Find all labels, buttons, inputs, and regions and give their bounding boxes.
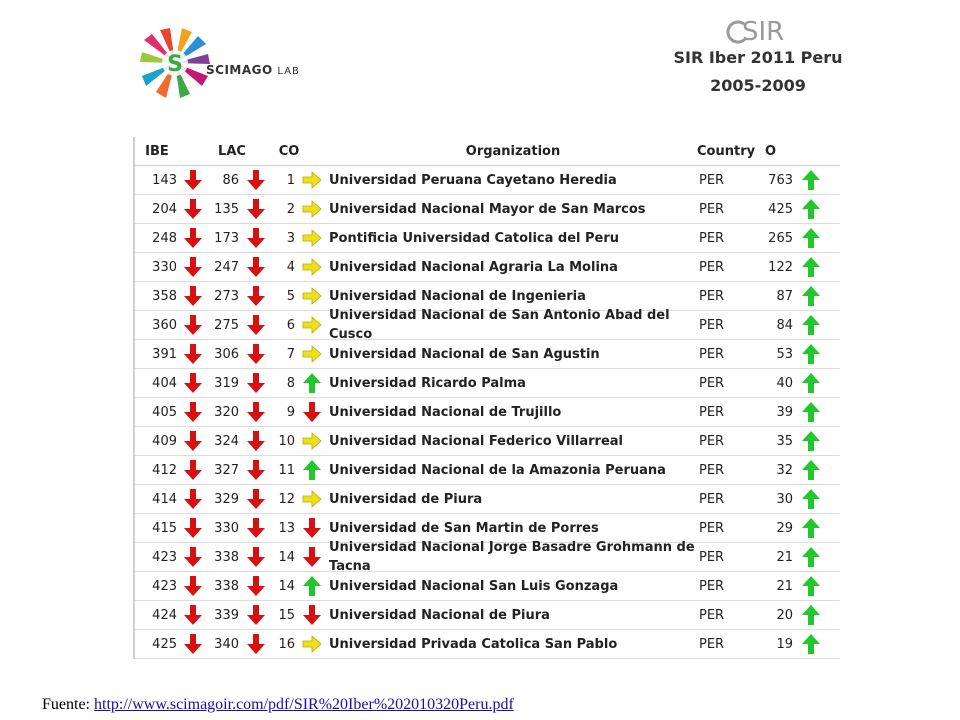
- co-rank: 9: [286, 404, 295, 420]
- ibe-trend: [179, 372, 207, 394]
- arrow-same-icon: [302, 285, 322, 307]
- table-row: [135, 601, 840, 630]
- ibe-rank: 412: [152, 462, 177, 478]
- country-code: PER: [699, 549, 725, 565]
- o-value: 87: [776, 288, 793, 304]
- table-row: [135, 340, 840, 369]
- ibe-trend: [179, 169, 207, 191]
- country-code: PER: [699, 317, 725, 333]
- table-row: [135, 485, 840, 514]
- arrow-up-icon: [801, 459, 821, 481]
- country-code: PER: [699, 520, 725, 536]
- organization-name: Universidad Nacional Agraria La Molina: [329, 259, 618, 275]
- o-trend: [795, 314, 826, 336]
- co-trend: [297, 372, 327, 394]
- arrow-up-icon: [801, 372, 821, 394]
- o-trend: [795, 227, 826, 249]
- organization-name: Universidad Privada Catolica San Pablo: [329, 636, 618, 652]
- arrow-down-icon: [183, 488, 203, 510]
- svg-text:S: S: [167, 52, 183, 77]
- country-code: PER: [699, 578, 725, 594]
- o-trend: [795, 198, 826, 220]
- ibe-rank: 143: [152, 172, 177, 188]
- o-trend: [795, 285, 826, 307]
- o-value: 21: [776, 578, 793, 594]
- o-value: 29: [776, 520, 793, 536]
- organization-name: Universidad de San Martin de Porres: [329, 520, 599, 536]
- co-trend: [297, 517, 327, 539]
- lac-trend: [241, 227, 271, 249]
- o-value: 32: [776, 462, 793, 478]
- country-code: PER: [699, 259, 725, 275]
- lac-rank: 273: [214, 288, 239, 304]
- country-code: PER: [699, 433, 725, 449]
- o-trend: [795, 430, 826, 452]
- ibe-trend: [179, 256, 207, 278]
- o-trend: [795, 633, 826, 655]
- o-trend: [795, 459, 826, 481]
- o-value: 53: [776, 346, 793, 362]
- ibe-trend: [179, 430, 207, 452]
- arrow-up-icon: [302, 459, 322, 481]
- table-header-row: [135, 137, 840, 166]
- co-rank: 3: [286, 230, 295, 246]
- lac-trend: [241, 459, 271, 481]
- o-value: 425: [768, 201, 793, 217]
- co-rank: 13: [278, 520, 295, 536]
- o-trend: [795, 488, 826, 510]
- arrow-up-icon: [801, 401, 821, 423]
- source-link[interactable]: http://www.scimagoir.com/pdf/SIR%20Iber%202010320Peru.pdf: [94, 696, 514, 713]
- o-value: 122: [768, 259, 793, 275]
- organization-name: Universidad Ricardo Palma: [329, 375, 526, 391]
- table-row: [135, 308, 840, 342]
- arrow-down-icon: [246, 430, 266, 452]
- report-period: 2005-2009: [710, 76, 806, 95]
- header-lac: LAC: [218, 143, 246, 159]
- arrow-down-icon: [183, 575, 203, 597]
- lac-trend: [241, 517, 271, 539]
- lac-trend: [241, 633, 271, 655]
- arrow-up-icon: [801, 633, 821, 655]
- logo-suffix-text: LAB: [277, 66, 300, 77]
- arrow-up-icon: [801, 256, 821, 278]
- ibe-trend: [179, 633, 207, 655]
- co-trend: [297, 604, 327, 626]
- table-row: [135, 195, 840, 224]
- co-trend: [297, 198, 327, 220]
- arrow-down-icon: [302, 401, 322, 423]
- arrow-down-icon: [183, 285, 203, 307]
- ibe-rank: 424: [152, 607, 177, 623]
- o-value: 21: [776, 549, 793, 565]
- organization-name: Universidad Nacional de Trujillo: [329, 404, 562, 420]
- ibe-trend: [179, 314, 207, 336]
- scimago-lab-logo: [140, 28, 320, 98]
- scimago-logo-burst-icon: [140, 28, 210, 98]
- lac-rank: 320: [214, 404, 239, 420]
- arrow-up-icon: [801, 343, 821, 365]
- ibe-trend: [179, 459, 207, 481]
- source-label: Fuente:: [42, 696, 90, 713]
- o-value: 84: [776, 317, 793, 333]
- lac-rank: 340: [214, 636, 239, 652]
- arrow-down-icon: [246, 372, 266, 394]
- co-trend: [297, 575, 327, 597]
- lac-rank: 173: [214, 230, 239, 246]
- organization-name: Universidad Nacional San Luis Gonzaga: [329, 578, 619, 594]
- organization-name: Pontificia Universidad Catolica del Peru: [329, 230, 620, 246]
- o-trend: [795, 256, 826, 278]
- o-value: 20: [776, 607, 793, 623]
- country-code: PER: [699, 346, 725, 362]
- table-row: [135, 398, 840, 427]
- lac-rank: 329: [214, 491, 239, 507]
- country-code: PER: [699, 462, 725, 478]
- ibe-trend: [179, 198, 207, 220]
- co-trend: [297, 459, 327, 481]
- co-rank: 7: [286, 346, 295, 362]
- o-value: 35: [776, 433, 793, 449]
- arrow-down-icon: [183, 198, 203, 220]
- arrow-down-icon: [246, 227, 266, 249]
- arrow-down-icon: [246, 198, 266, 220]
- arrow-up-icon: [302, 575, 322, 597]
- lac-trend: [241, 488, 271, 510]
- ibe-rank: 423: [152, 549, 177, 565]
- lac-rank: 327: [214, 462, 239, 478]
- header-ibe: IBE: [145, 143, 169, 159]
- lac-rank: 330: [214, 520, 239, 536]
- co-trend: [297, 227, 327, 249]
- ibe-trend: [179, 401, 207, 423]
- ibe-trend: [179, 343, 207, 365]
- header-organization: Organization: [465, 143, 561, 159]
- country-code: PER: [699, 288, 725, 304]
- header-o: O: [765, 143, 777, 159]
- o-value: 30: [776, 491, 793, 507]
- o-trend: [795, 401, 826, 423]
- arrow-same-icon: [302, 488, 322, 510]
- arrow-down-icon: [246, 285, 266, 307]
- lac-rank: 338: [214, 549, 239, 565]
- ibe-rank: 415: [152, 520, 177, 536]
- lac-trend: [241, 169, 271, 191]
- country-code: PER: [699, 607, 725, 623]
- arrow-down-icon: [302, 546, 322, 568]
- country-code: PER: [699, 201, 725, 217]
- lac-trend: [241, 314, 271, 336]
- arrow-same-icon: [302, 430, 322, 452]
- o-trend: [795, 372, 826, 394]
- co-trend: [297, 169, 327, 191]
- lac-rank: 338: [214, 578, 239, 594]
- organization-name: Universidad Nacional de la Amazonia Peruana: [329, 462, 666, 478]
- report-title: SIR Iber 2011 Peru: [673, 48, 843, 67]
- o-trend: [795, 343, 826, 365]
- o-trend: [795, 575, 826, 597]
- ibe-trend: [179, 517, 207, 539]
- ibe-trend: [179, 546, 207, 568]
- arrow-down-icon: [183, 372, 203, 394]
- arrow-down-icon: [183, 517, 203, 539]
- country-code: PER: [699, 404, 725, 420]
- lac-rank: 324: [214, 433, 239, 449]
- co-trend: [297, 633, 327, 655]
- co-rank: 14: [278, 549, 295, 565]
- country-code: PER: [699, 375, 725, 391]
- arrow-down-icon: [183, 604, 203, 626]
- co-trend: [297, 430, 327, 452]
- table-row: [135, 572, 840, 601]
- arrow-same-icon: [302, 256, 322, 278]
- ibe-rank: 409: [152, 433, 177, 449]
- arrow-same-icon: [302, 227, 322, 249]
- organization-name: Universidad Nacional Mayor de San Marcos: [329, 201, 646, 217]
- logo-brand-text: SCIMAGO: [206, 63, 273, 77]
- country-code: PER: [699, 172, 725, 188]
- lac-rank: 135: [214, 201, 239, 217]
- arrow-up-icon: [801, 198, 821, 220]
- arrow-down-icon: [183, 401, 203, 423]
- arrow-down-icon: [183, 169, 203, 191]
- co-trend: [297, 256, 327, 278]
- lac-trend: [241, 430, 271, 452]
- co-rank: 2: [286, 201, 295, 217]
- ibe-rank: 204: [152, 201, 177, 217]
- co-rank: 12: [278, 491, 295, 507]
- arrow-up-icon: [302, 372, 322, 394]
- arrow-same-icon: [302, 198, 322, 220]
- o-trend: [795, 604, 826, 626]
- o-value: 40: [776, 375, 793, 391]
- country-code: PER: [699, 491, 725, 507]
- arrow-down-icon: [246, 575, 266, 597]
- arrow-up-icon: [801, 546, 821, 568]
- lac-rank: 247: [214, 259, 239, 275]
- organization-name: Universidad Nacional de San Antonio Abad del Cusco: [329, 308, 670, 342]
- o-trend: [795, 169, 826, 191]
- arrow-up-icon: [801, 227, 821, 249]
- table-row: [135, 253, 840, 282]
- ibe-rank: 330: [152, 259, 177, 275]
- table-row: [135, 456, 840, 485]
- arrow-down-icon: [246, 401, 266, 423]
- organization-name: Universidad Peruana Cayetano Heredia: [329, 172, 617, 188]
- table-row: [135, 427, 840, 456]
- arrow-down-icon: [302, 604, 322, 626]
- arrow-same-icon: [302, 343, 322, 365]
- ibe-trend: [179, 488, 207, 510]
- table-row: [135, 224, 840, 253]
- arrow-down-icon: [246, 343, 266, 365]
- lac-trend: [241, 604, 271, 626]
- arrow-down-icon: [246, 517, 266, 539]
- arrow-down-icon: [246, 256, 266, 278]
- organization-name: Universidad Nacional Federico Villarreal: [329, 433, 623, 449]
- arrow-down-icon: [183, 430, 203, 452]
- lac-trend: [241, 256, 271, 278]
- table-row: [135, 540, 840, 574]
- co-trend: [297, 285, 327, 307]
- arrow-up-icon: [801, 314, 821, 336]
- co-trend: [297, 546, 327, 568]
- arrow-up-icon: [801, 430, 821, 452]
- lac-trend: [241, 343, 271, 365]
- arrow-up-icon: [801, 575, 821, 597]
- arrow-down-icon: [183, 633, 203, 655]
- table-row: [135, 369, 840, 398]
- co-rank: 4: [286, 259, 295, 275]
- ibe-trend: [179, 575, 207, 597]
- organization-name: Universidad de Piura: [329, 491, 483, 507]
- arrow-down-icon: [246, 459, 266, 481]
- arrow-down-icon: [183, 546, 203, 568]
- ibe-rank: 360: [152, 317, 177, 333]
- arrow-down-icon: [183, 459, 203, 481]
- arrow-up-icon: [801, 285, 821, 307]
- o-value: 39: [776, 404, 793, 420]
- arrow-down-icon: [183, 343, 203, 365]
- arrow-down-icon: [302, 517, 322, 539]
- lac-rank: 86: [222, 172, 239, 188]
- ibe-rank: 425: [152, 636, 177, 652]
- table-row: [135, 166, 840, 195]
- lac-trend: [241, 546, 271, 568]
- co-rank: 10: [278, 433, 295, 449]
- o-trend: [795, 517, 826, 539]
- o-trend: [795, 546, 826, 568]
- lac-rank: 275: [214, 317, 239, 333]
- co-trend: [297, 488, 327, 510]
- ranking-table: [133, 137, 840, 659]
- lac-trend: [241, 198, 271, 220]
- ibe-trend: [179, 604, 207, 626]
- co-rank: 1: [286, 172, 295, 188]
- arrow-same-icon: [302, 169, 322, 191]
- ibe-rank: 414: [152, 491, 177, 507]
- sir-mark: [726, 14, 786, 50]
- ibe-rank: 248: [152, 230, 177, 246]
- co-trend: [297, 401, 327, 423]
- country-code: PER: [699, 230, 725, 246]
- ibe-rank: 405: [152, 404, 177, 420]
- country-code: PER: [699, 636, 725, 652]
- arrow-down-icon: [246, 604, 266, 626]
- ibe-rank: 404: [152, 375, 177, 391]
- co-trend: [297, 343, 327, 365]
- ibe-rank: 391: [152, 346, 177, 362]
- lac-rank: 319: [214, 375, 239, 391]
- header-co: CO: [278, 143, 300, 159]
- table-row: [135, 630, 840, 659]
- o-value: 19: [776, 636, 793, 652]
- ibe-rank: 358: [152, 288, 177, 304]
- lac-trend: [241, 575, 271, 597]
- lac-rank: 306: [214, 346, 239, 362]
- lac-rank: 339: [214, 607, 239, 623]
- co-rank: 6: [286, 317, 295, 333]
- arrow-down-icon: [183, 227, 203, 249]
- sir-mark-text: SIR: [742, 17, 785, 47]
- co-rank: 15: [278, 607, 295, 623]
- source-footer: [42, 696, 514, 714]
- co-trend: [297, 314, 327, 336]
- arrow-down-icon: [246, 633, 266, 655]
- co-rank: 8: [286, 375, 295, 391]
- lac-trend: [241, 372, 271, 394]
- arrow-down-icon: [246, 488, 266, 510]
- lac-trend: [241, 401, 271, 423]
- ibe-trend: [179, 227, 207, 249]
- organization-name: Universidad Nacional de San Agustin: [329, 346, 600, 362]
- arrow-up-icon: [801, 169, 821, 191]
- arrow-same-icon: [302, 633, 322, 655]
- header-country: Country: [697, 143, 756, 159]
- arrow-down-icon: [183, 314, 203, 336]
- arrow-down-icon: [246, 314, 266, 336]
- co-rank: 16: [278, 636, 295, 652]
- co-rank: 5: [286, 288, 295, 304]
- o-value: 265: [768, 230, 793, 246]
- arrow-up-icon: [801, 517, 821, 539]
- arrow-down-icon: [246, 546, 266, 568]
- arrow-same-icon: [302, 314, 322, 336]
- arrow-down-icon: [246, 169, 266, 191]
- organization-name: Universidad Nacional Jorge Basadre Grohmann de Tacna: [329, 540, 695, 574]
- organization-name: Universidad Nacional de Piura: [329, 607, 550, 623]
- ibe-rank: 423: [152, 578, 177, 594]
- organization-name: Universidad Nacional de Ingenieria: [329, 288, 586, 304]
- arrow-up-icon: [801, 604, 821, 626]
- co-rank: 14: [278, 578, 295, 594]
- o-value: 763: [768, 172, 793, 188]
- ibe-trend: [179, 285, 207, 307]
- arrow-down-icon: [183, 256, 203, 278]
- lac-trend: [241, 285, 271, 307]
- co-rank: 11: [278, 462, 295, 478]
- arrow-up-icon: [801, 488, 821, 510]
